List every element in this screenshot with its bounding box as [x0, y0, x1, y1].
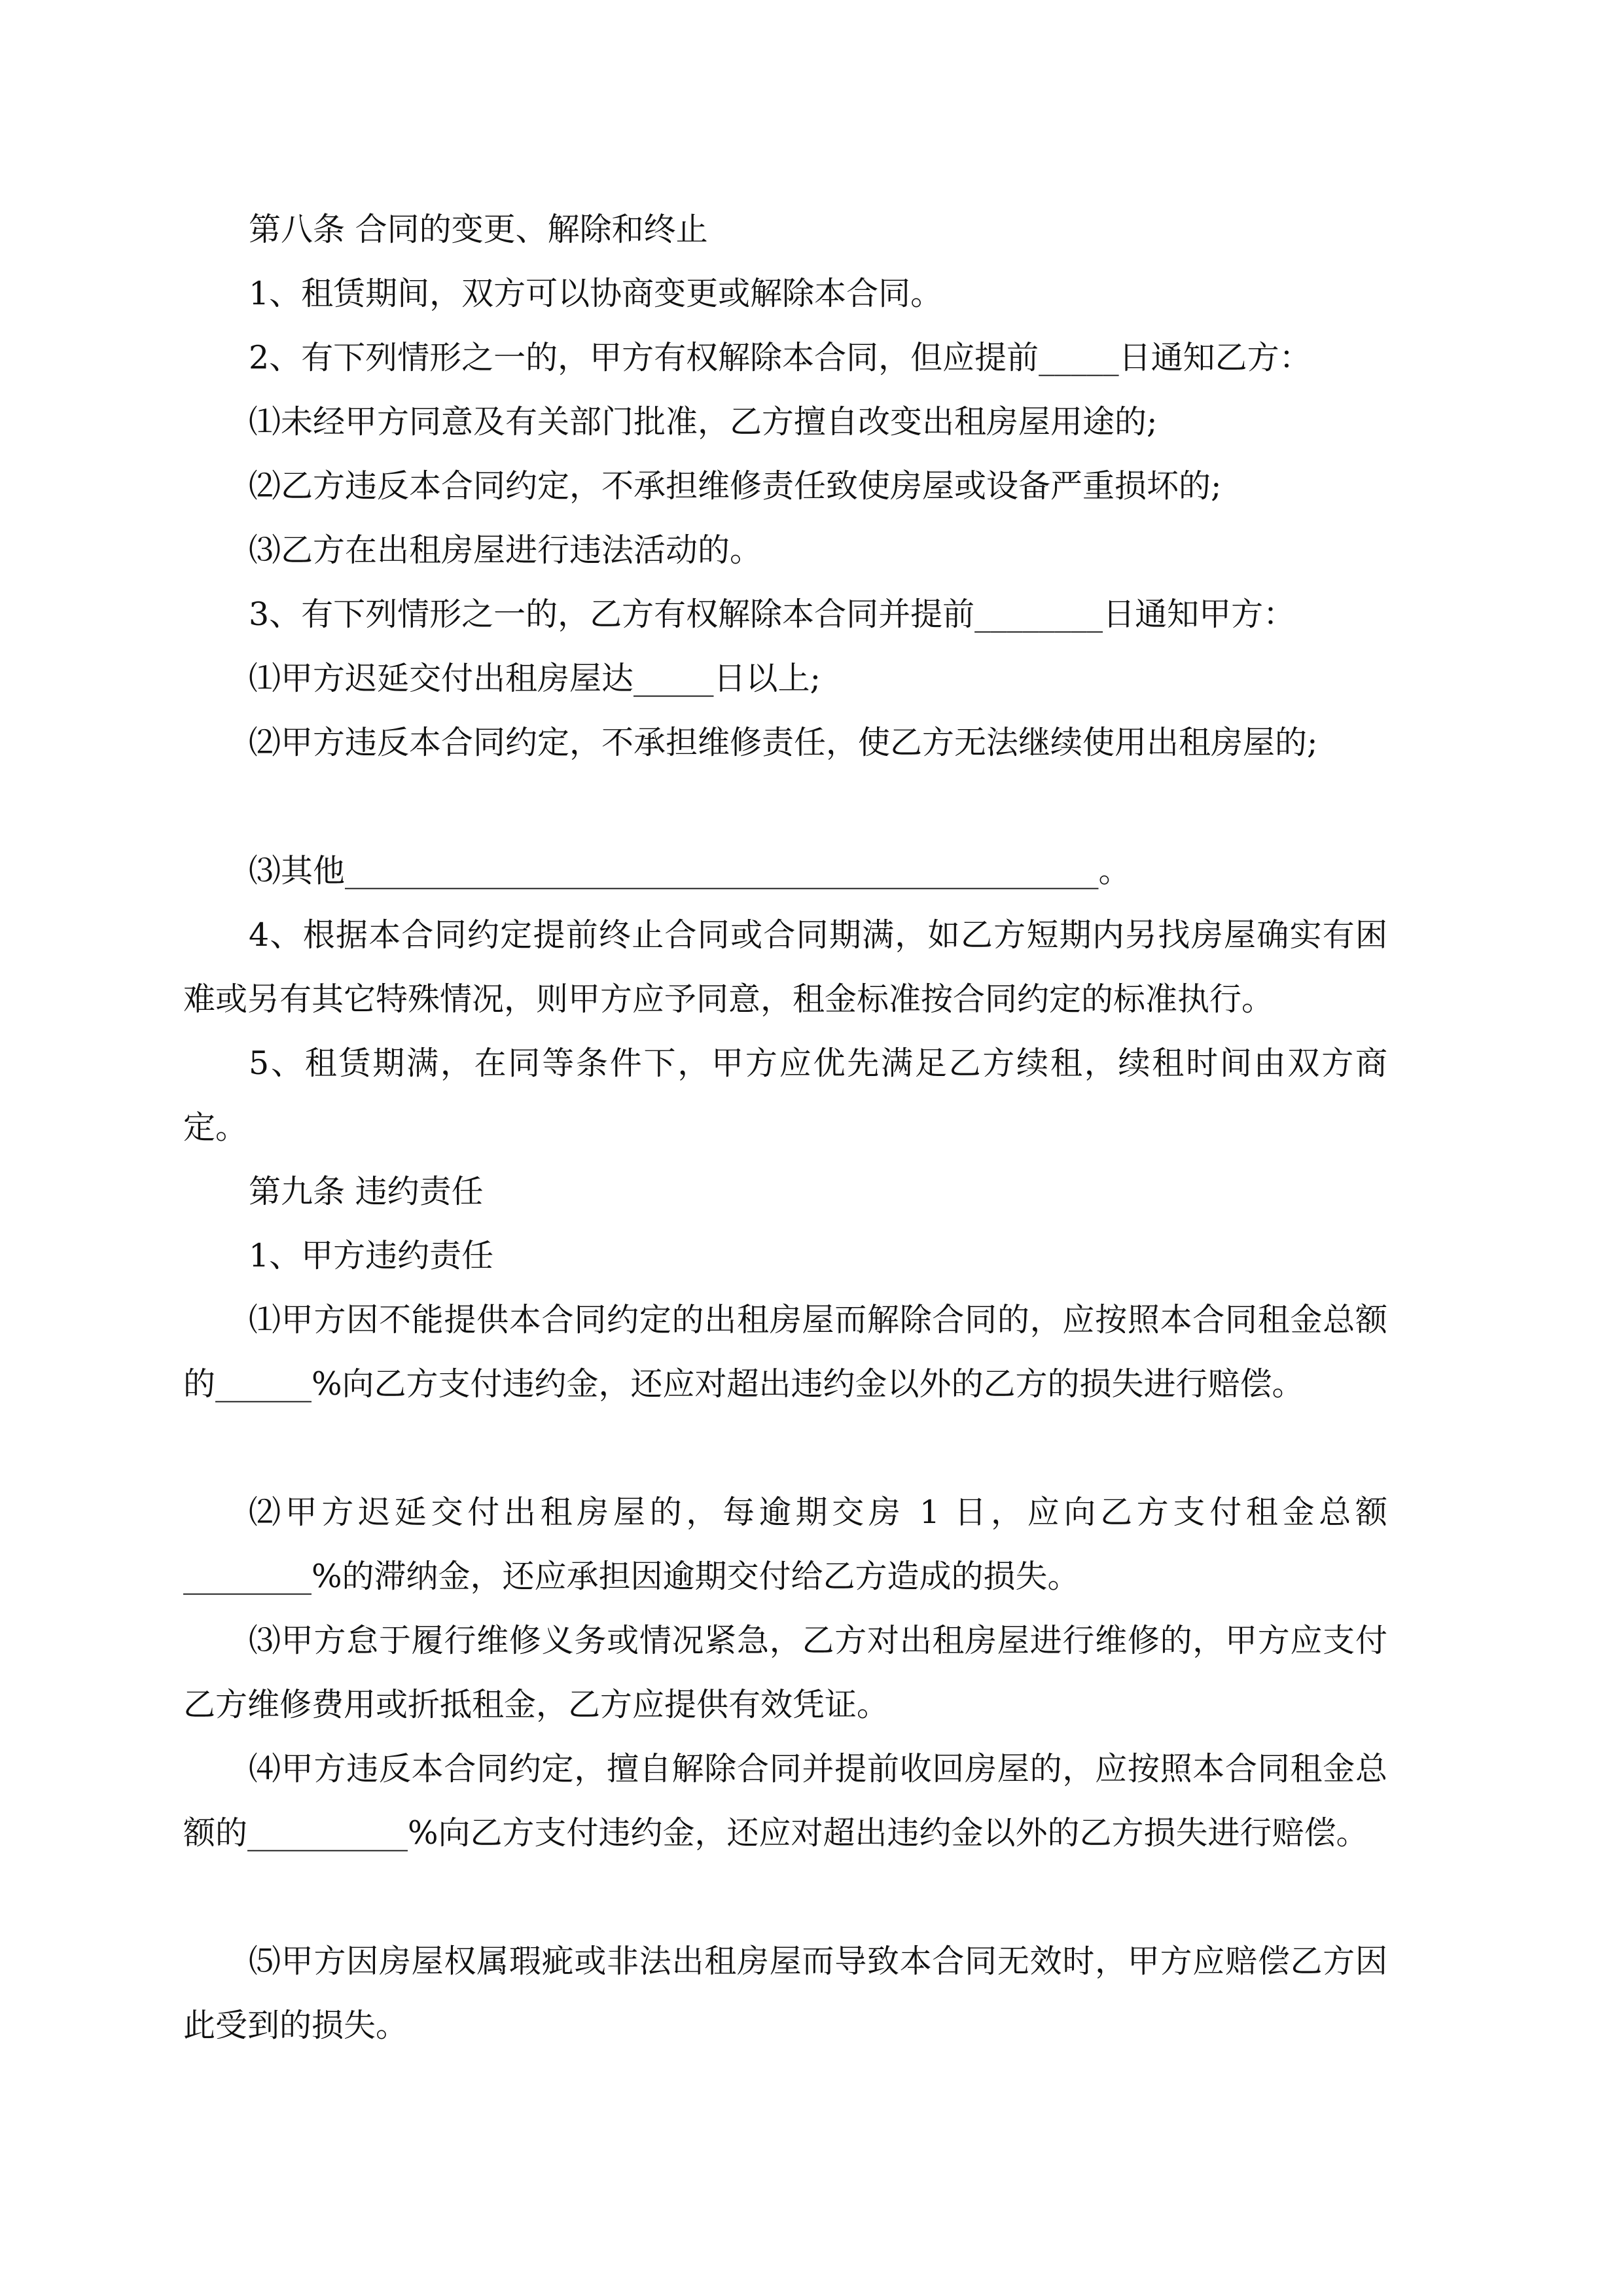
paragraph: 5、租赁期满，在同等条件下，甲方应优先满足乙方续租，续租时间由双方商定。: [183, 1045, 1387, 1146]
section-heading-8: 第八条 合同的变更、解除和终止: [249, 211, 708, 248]
paragraph: 3、有下列情形之一的，乙方有权解除本合同并提前________日通知甲方：: [249, 596, 1296, 633]
paragraph: 1、租赁期间，双方可以协商变更或解除本合同。: [249, 275, 943, 312]
paragraph: 1、甲方违约责任: [249, 1237, 494, 1274]
paragraph: ⑵甲方迟延交付出租房屋的，每逾期交房 1 日，应向乙方支付租金总额________%的滞纳金，还应承担因逾期交付给乙方造成的损失。: [183, 1494, 1387, 1595]
paragraph: ⑴甲方因不能提供本合同约定的出租房屋而解除合同的，应按照本合同租金总额的______%向乙方支付违约金，还应对超出违约金以外的乙方的损失进行赔偿。: [183, 1301, 1387, 1403]
paragraph: ⑵甲方违反本合同约定，不承担维修责任，使乙方无法继续使用出租房屋的;: [249, 724, 1318, 761]
paragraph: ⑶其他_______________________________________________。: [249, 852, 1131, 889]
paragraph: 2、有下列情形之一的，甲方有权解除本合同，但应提前_____日通知乙方：: [249, 339, 1311, 376]
paragraph: ⑷甲方违反本合同约定，擅自解除合同并提前收回房屋的，应按照本合同租金总额的__________%向乙方支付违约金，还应对超出违约金以外的乙方损失进行赔偿。: [183, 1750, 1387, 1852]
paragraph: 4、根据本合同约定提前终止合同或合同期满，如乙方短期内另找房屋确实有困难或另有其它特殊情况，则甲方应予同意，租金标准按合同约定的标准执行。: [183, 916, 1387, 1018]
paragraph: ⑶乙方在出租房屋进行违法活动的。: [249, 531, 762, 569]
paragraph: ⑴未经甲方同意及有关部门批准，乙方擅自改变出租房屋用途的;: [249, 403, 1158, 440]
paragraph: ⑴甲方迟延交付出租房屋达_____日以上;: [249, 660, 821, 697]
paragraph: ⑵乙方违反本合同约定，不承担维修责任致使房屋或设备严重损坏的;: [249, 467, 1222, 505]
paragraph: ⑶甲方怠于履行维修义务或情况紧急，乙方对出租房屋进行维修的，甲方应支付乙方维修费用或折抵租金，乙方应提供有效凭证。: [183, 1622, 1387, 1723]
section-heading-9: 第九条 违约责任: [249, 1173, 484, 1210]
paragraph: ⑸甲方因房屋权属瑕疵或非法出租房屋而导致本合同无效时，甲方应赔偿乙方因此受到的损失。: [183, 1943, 1387, 2044]
